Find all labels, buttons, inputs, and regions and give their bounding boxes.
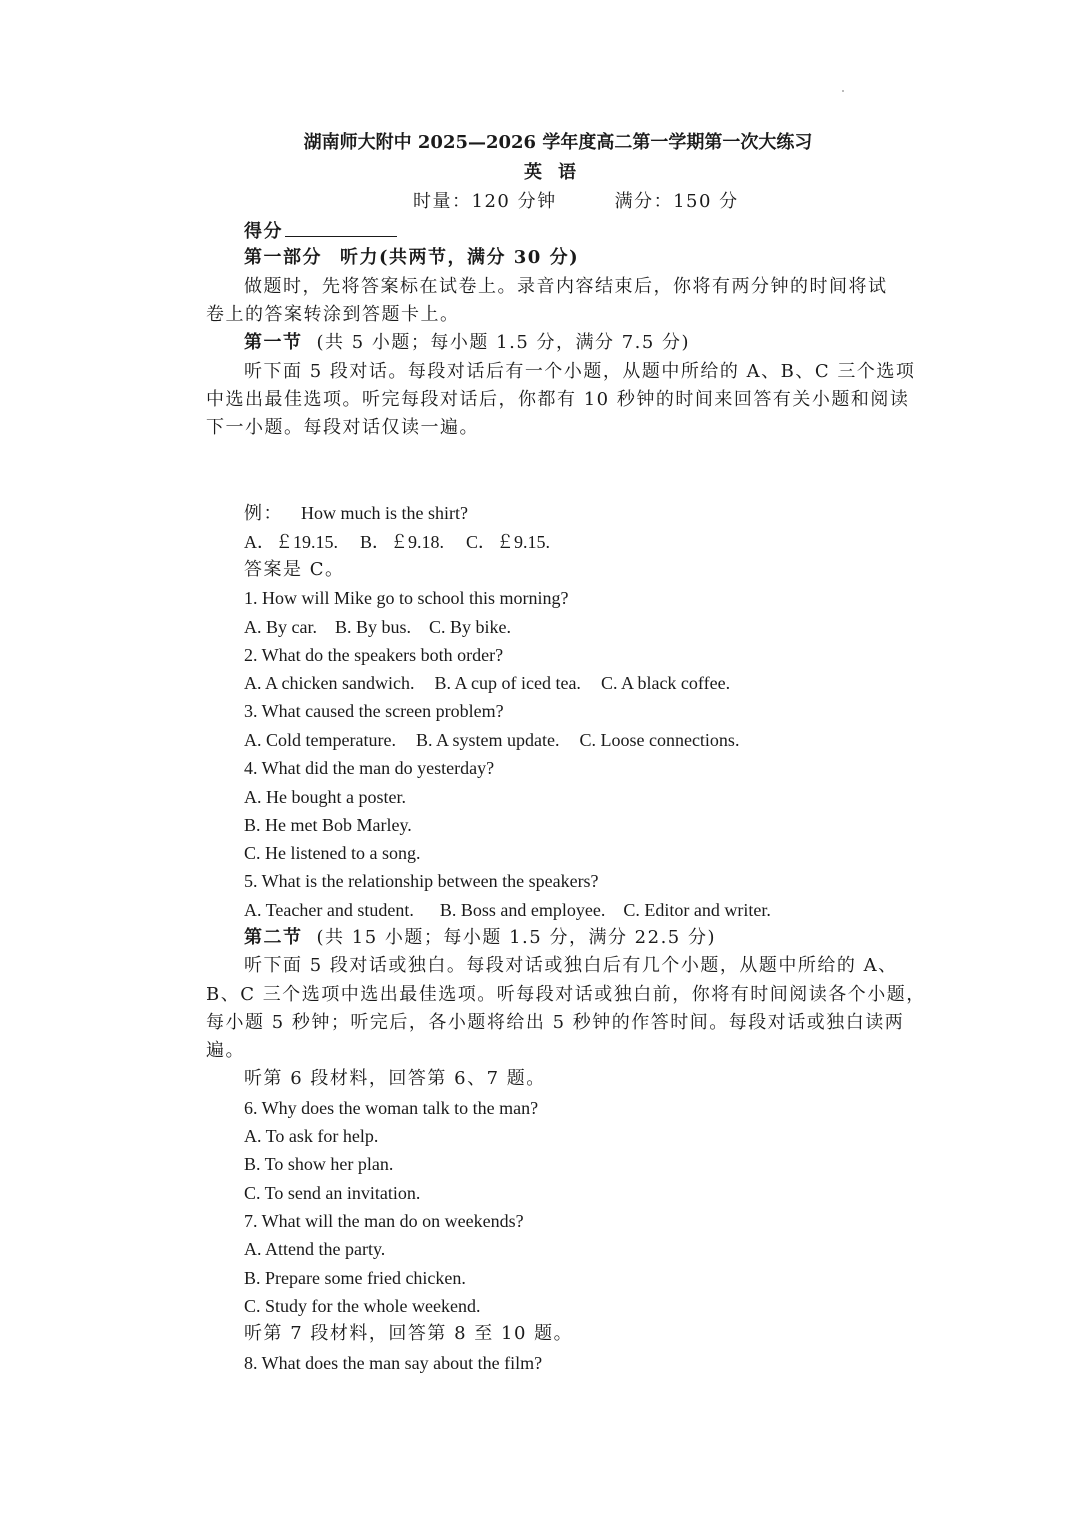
score-label: 得分 [244, 221, 283, 242]
part1-name: 听力(共两节，满分 30 分) [340, 247, 580, 268]
section2-instruction-line: 听下面 5 段对话或独白。每段对话或独白后有几个小题，从题中所给的 A、 [244, 955, 898, 976]
question-text: 6. Why does the woman talk to the man? [244, 1098, 539, 1118]
option-c[interactable]: C. Study for the whole weekend. [244, 1296, 481, 1316]
section2-label: 第二节 [244, 927, 303, 948]
part1-instruction-line: 卷上的答案转涂到答题卡上。 [206, 304, 460, 325]
example-label: 例： [244, 503, 283, 524]
option-b[interactable]: B. He met Bob Marley. [244, 815, 412, 835]
part1-heading [244, 246, 579, 270]
question-text: 5. What is the relationship between the speakers? [244, 871, 599, 891]
option-a[interactable]: A. A chicken sandwich. [244, 673, 415, 693]
option-b[interactable]: B. Boss and employee. [439, 900, 606, 920]
question-text: 4. What did the man do yesterday? [244, 758, 495, 778]
option-c[interactable]: C. Loose connections. [579, 730, 740, 750]
exam-info [413, 190, 739, 214]
option-c[interactable]: C. A black coffee. [600, 673, 731, 693]
option-c[interactable]: C. He listened to a song. [244, 843, 421, 863]
section2-info: (共 15 小题；每小题 1.5 分，满分 22.5 分) [316, 927, 716, 948]
option-b[interactable]: B. Prepare some fried chicken. [244, 1268, 466, 1288]
question-text: 2. What do the speakers both order? [244, 645, 504, 665]
question-text: 7. What will the man do on weekends? [244, 1211, 524, 1231]
example-option-c: C．￡9.15. [466, 532, 551, 552]
example-options [244, 530, 550, 554]
question-options [244, 898, 771, 922]
option-b[interactable]: B. A cup of iced tea. [434, 673, 581, 693]
option-c[interactable]: C. By bike. [429, 617, 512, 637]
question-text: 1. How will Mike go to school this morning? [244, 588, 569, 608]
example-question [244, 501, 468, 526]
section2-instruction-line: 遍。 [206, 1040, 245, 1061]
option-b[interactable]: B. To show her plan. [244, 1154, 394, 1174]
section1-instruction-line: 中选出最佳选项。听完每段对话后，你都有 10 秒钟的时间来回答有关小题和阅读 [206, 389, 910, 410]
score-blank[interactable] [285, 218, 397, 237]
subject-title: 英语 [524, 162, 592, 183]
section2-instruction-line: B、C 三个选项中选出最佳选项。听每段对话或独白前，你将有时间阅读各个小题， [206, 984, 926, 1005]
score-field [244, 218, 397, 244]
material-prompt: 听第 6 段材料，回答第 6、7 题。 [244, 1068, 546, 1089]
exam-title: 湖南师大附中 2025—2026 学年度高二第一学期第一次大练习 [303, 132, 813, 153]
option-a[interactable]: A. Teacher and student. [244, 900, 414, 920]
question-options [244, 671, 730, 695]
scan-speck [842, 90, 844, 92]
option-a[interactable]: A. To ask for help. [244, 1126, 379, 1146]
section1-instruction-line: 下一小题。每段对话仅读一遍。 [206, 417, 479, 438]
example-option-a: A．￡19.15. [244, 532, 338, 552]
option-c[interactable]: C. To send an invitation. [244, 1183, 421, 1203]
question-text: 3. What caused the screen problem? [244, 701, 504, 721]
example-answer: 答案是 C。 [244, 559, 345, 580]
time-limit: 时量：120 分钟 [413, 191, 557, 212]
section1-info: (共 5 小题；每小题 1.5 分，满分 7.5 分) [316, 332, 691, 353]
section1-instruction-line: 听下面 5 段对话。每段对话后有一个小题，从题中所给的 A、B、C 三个选项 [244, 361, 916, 382]
option-c[interactable]: C. Editor and writer. [623, 900, 771, 920]
question-options [244, 728, 739, 752]
option-b[interactable]: B. By bus. [334, 617, 412, 637]
option-b[interactable]: B. A system update. [415, 730, 560, 750]
option-a[interactable]: A. By car. [244, 617, 317, 637]
section2-instruction-line: 每小题 5 秒钟；听完后，各小题将给出 5 秒钟的作答时间。每段对话或独白读两 [206, 1012, 905, 1033]
example-text: How much is the shirt? [301, 503, 468, 523]
section2-heading [244, 926, 716, 950]
section1-label: 第一节 [244, 332, 303, 353]
part1-instruction-line: 做题时，先将答案标在试卷上。录音内容结束后，你将有两分钟的时间将试 [244, 276, 888, 297]
part1-label: 第一部分 [244, 247, 322, 268]
question-options [244, 615, 511, 639]
option-a[interactable]: A. Attend the party. [244, 1239, 386, 1259]
question-text: 8. What does the man say about the film? [244, 1353, 543, 1373]
option-a[interactable]: A. He bought a poster. [244, 787, 406, 807]
full-score: 满分：150 分 [614, 191, 739, 212]
material-prompt: 听第 7 段材料，回答第 8 至 10 题。 [244, 1323, 574, 1344]
example-option-b: B．￡9.18. [360, 532, 445, 552]
option-a[interactable]: A. Cold temperature. [244, 730, 396, 750]
section1-heading [244, 331, 690, 355]
